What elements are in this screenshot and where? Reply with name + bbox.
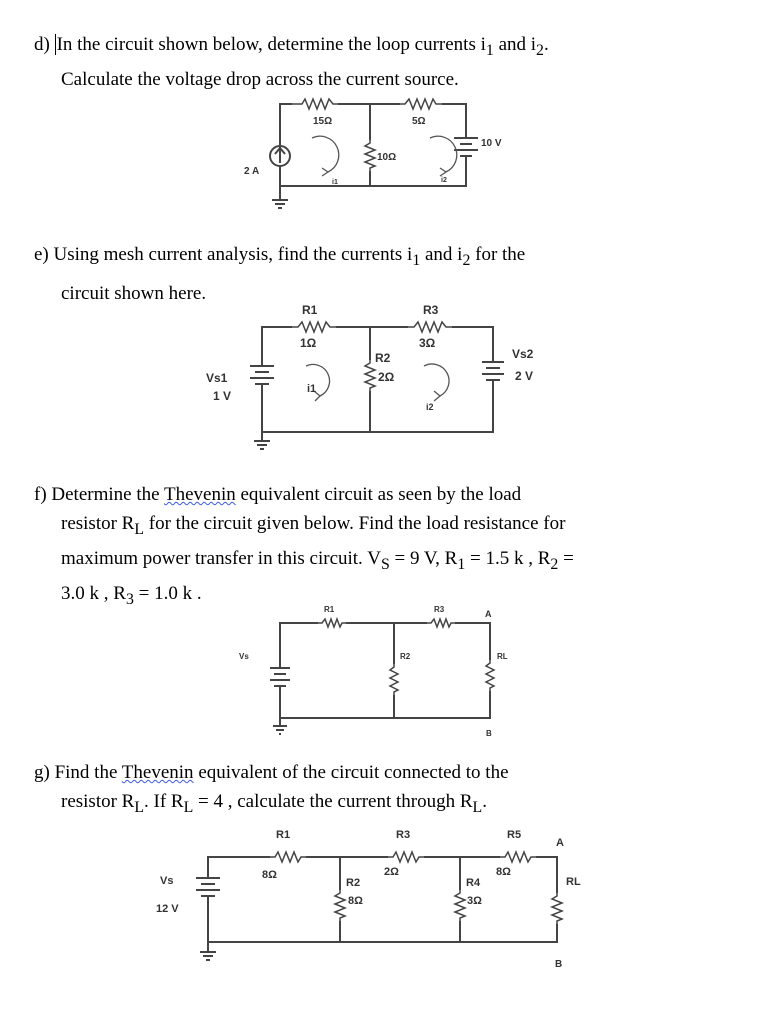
e-r2-name: R2: [375, 351, 391, 365]
g-node-a: A: [556, 837, 564, 849]
question-f-line3: maximum power transfer in this circuit. $V_S = 9$ V, $R_1 = 1.5$ k , $R_2$ =: [61, 547, 574, 573]
g-vs-name: Vs: [160, 875, 174, 887]
f-r3-label: R3: [434, 605, 445, 614]
e-vs1-name: Vs1: [206, 371, 228, 385]
d-i1-label: i1: [332, 179, 338, 186]
g-r4-value: 3Ω: [467, 895, 482, 907]
e-vs2-value: 2 V: [515, 369, 534, 383]
question-f-line1: f) Determine the Thevenin equivalent circuit as seen by the load: [34, 484, 522, 505]
g-r3-name: R3: [396, 829, 411, 841]
d-r10-label: 10Ω: [377, 152, 397, 163]
question-e-line2: circuit shown here.: [61, 282, 207, 304]
g-r5-name: R5: [507, 829, 522, 841]
d-i2-label: i2: [441, 177, 447, 184]
e-r2-value: 2Ω: [378, 370, 395, 384]
e-vs1-value: 1 V: [213, 389, 232, 403]
e-r1-name: R1: [302, 303, 318, 317]
e-i1-label: i1: [307, 383, 317, 395]
question-g-line2: resistor $R_L$. If $R_L = 4$ , calculate the current through $R_L$.: [61, 791, 487, 816]
f-node-a: A: [485, 609, 492, 619]
g-r1-name: R1: [276, 829, 291, 841]
d-r5-label: 5Ω: [412, 116, 426, 127]
f-r1-label: R1: [324, 605, 335, 614]
d-r15-label: 15Ω: [313, 116, 333, 127]
g-r2-value: 8Ω: [348, 895, 363, 907]
question-d-line2: Calculate the voltage drop across the current source.: [61, 68, 459, 90]
e-r1-value: 1Ω: [300, 336, 317, 350]
g-node-b: B: [555, 959, 563, 970]
g-r4-name: R4: [466, 877, 481, 889]
g-rl-label: RL: [566, 876, 581, 888]
g-r3-value: 2Ω: [384, 866, 399, 878]
e-r3-name: R3: [423, 303, 439, 317]
f-node-b: B: [486, 729, 492, 738]
e-i2-label: i2: [426, 402, 434, 412]
f-rl-label: RL: [497, 652, 508, 661]
g-r5-value: 8Ω: [496, 866, 511, 878]
g-r2-name: R2: [346, 877, 361, 889]
question-e-line1: e) Using mesh current analysis, find the currents $i_1$ and $i_2$ for the: [34, 244, 526, 269]
e-vs2-name: Vs2: [512, 347, 534, 361]
d-isource-label: 2 A: [244, 166, 260, 177]
question-f-line4: 3.0 k , $R_3 = 1.0$ k .: [61, 582, 202, 608]
f-vs-label: Vs: [239, 652, 249, 661]
question-f-line2: resistor $R_L$ for the circuit given below. Find the load resistance for: [61, 513, 566, 538]
e-r3-value: 3Ω: [419, 336, 436, 350]
g-r1-value: 8Ω: [262, 869, 277, 881]
question-d-line1: d) In the circuit shown below, determine the loop currents $i_1$ and $i_2$.: [34, 34, 549, 59]
question-g-line1: g) Find the Thevenin equivalent of the circuit connected to the: [34, 762, 509, 783]
g-vs-value: 12 V: [156, 903, 179, 915]
f-r2-label: R2: [400, 652, 411, 661]
d-vsource-label: 10 V: [481, 138, 502, 149]
